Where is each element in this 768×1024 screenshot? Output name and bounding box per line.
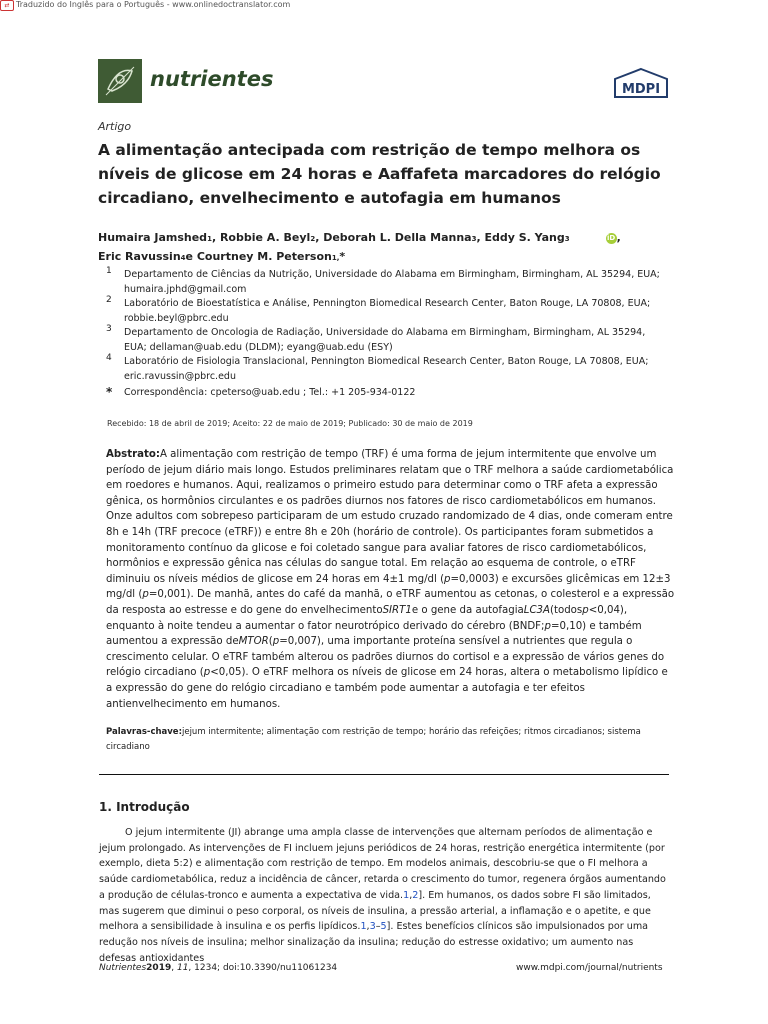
keywords-label: Palavras-chave: [106, 727, 182, 737]
footer-url[interactable]: www.mdpi.com/journal/nutrients [516, 963, 663, 973]
affiliation-text: Departamento de Ciências da Nutrição, Universidade do Alabama em Birmingham, Birmingham, AL 35294, EUA; humaira.jphd@gmail.com [124, 269, 660, 295]
author-name[interactable]: Eric Ravussin [98, 250, 181, 263]
affiliation-number: 4 [106, 353, 112, 363]
orcid-icon[interactable]: iD [607, 233, 616, 242]
gene-name: LC3A [523, 604, 551, 616]
footer-citation: Nutrientes2019, 11, 1234; doi:10.3390/nu11061234 [99, 963, 338, 973]
translator-icon: ⇄ [0, 0, 14, 11]
author-name[interactable]: Humaira Jamshed [98, 231, 208, 244]
gene-name: MTOR [238, 636, 269, 648]
article-type: Artigo [98, 120, 132, 133]
translation-banner [0, 0, 290, 10]
abstract: Abstrato:A alimentação com restrição de tempo (TRF) é uma forma de jejum intermitente que envolve um período de jejum diário mais longo. Estudos preliminares relatam que o TRF melhora a saúde cardiometabólica em roedores e humanos. Aqui, realizamos o primeiro estudo para determinar como o TRF afeta a expressão gênica, os hormônios circulantes e os padrões diurnos nos fatores de risco cardiometabólicos em humanos. Onze adultos com sobrepeso participaram de um estudo cruzado randomizado de 4 dias, onde comeram entre 8h e 14h (TRF precoce (eTRF)) e entre 8h e 20h (horário de controle). Os participantes foram submetidos a monitoramento contínuo da glicose e foi coletado sangue para avaliar fatores de risco cardiometabólicos, hormônios e expressão gênica nas células do sangue total. Em relação ao esquema de controle, o eTRF diminuiu os níveis médios de glicose em 24 horas em 4±1 mg/dl (p=0,0003) e excursões glicêmicas em 12±3 mg/dl (p=0,001). De manhã, antes do café da manhã, o eTRF aumentou as cetonas, o colesterol e a expressão da resposta ao estresse e do gene do envelhecimentoSIRT1e o gene da autofagiaLC3A(todosp<0,04), enquanto à noite tendeu a aumentar o fator neurotrópico derivado do cérebro (BNDF;p=0,10) e também aumentou a expressão deMTOR(p=0,007), uma importante proteína sensível a nutrientes que regula o crescimento celular. O eTRF também alterou os padrões diurnos do cortisol e a expressão de vários genes do relógio circadiano (p<0,05). O eTRF melhora os níveis de glicose em 24 horas, altera o metabolismo lipídico e a expressão do gene do relógio circadiano e também pode aumentar a autofagia e ter efeitos antienvelhecimento em humanos. [106, 449, 675, 710]
affiliation-number: 2 [106, 295, 112, 305]
author-affil-sup: 4 [180, 254, 186, 262]
journal-logo [98, 59, 142, 103]
intro-paragraph: O jejum intermitente (JI) abrange uma ampla classe de intervenções que alternam períodos de alimentação e jejum prolongado. As intervenções de FI incluem jejuns periódicos de 24 horas, restrição energética intermitente (por exemplo, dieta 5:2) e alimentação com restrição de tempo. Em modelos animais, descobriu-se que o FI melhora a saúde cardiometabólica, reduz a incidência de câncer, retarda o crescimento do tumor, regenera órgãos aumentando a produção de células-tronco e aumenta a expectativa de vida.1,2]. Em humanos, os dados sobre FI são limitados, mas sugerem que diminui o peso corporal, os níveis de insulina, a pressão arterial, a inflamação e o apetite, e que melhora a sensibilidade à insulina e os perfis lipídicos.1,3–5]. Estes benefícios clínicos são impulsionados por uma redução nos níveis de insulina; melhor sinalização da insulina; redução do estresse oxidativo; um aumento nas defesas antioxidantes [99, 827, 666, 964]
article-title: A alimentação antecipada com restrição de tempo melhora os níveis de glicose em 24 horas e Aaffafeta marcadores do relógio circadiano, envelhecimento e autofagia em humanos [98, 141, 661, 207]
affiliation-text: Laboratório de Bioestatística e Análise, Pennington Biomedical Research Center, Baton Rouge, LA 70808, EUA; robbie.beyl@pbrc.edu [124, 298, 651, 324]
author-affil-sup: 1 [207, 235, 212, 243]
author-name[interactable]: Deborah L. Della Manna [323, 231, 472, 244]
author-affil-sup: 1, [331, 254, 340, 262]
gene-name: SIRT1 [382, 604, 412, 616]
affiliation-text: Laboratório de Fisiologia Translacional, Pennington Biomedical Research Center, Baton Rouge, LA 70808, EUA; eric.ravussin@pbrc.edu [124, 356, 649, 382]
correspondence-text: Correspondência: cpeterso@uab.edu ; Tel.: +1 205-934-0122 [124, 387, 416, 398]
keywords [106, 725, 646, 755]
keywords-text: jejum intermitente; alimentação com restrição de tempo; horário das refeições; ritmos circadianos; sistema circadiano [106, 727, 641, 752]
publisher-name: MDPI [621, 82, 661, 97]
section-divider [99, 774, 669, 775]
author-affil-sup: 2 [310, 235, 316, 243]
citation-link[interactable]: 1 [403, 889, 410, 901]
affiliation-number: * [106, 385, 113, 399]
mdpi-logo [612, 67, 670, 101]
citation-link[interactable]: 2 [412, 889, 419, 901]
banner-text: Traduzido do Inglês para o Português - www.onlinedoctranslator.com [16, 0, 291, 9]
corresponding-star: * [339, 250, 346, 263]
journal-name: nutrientes [150, 67, 274, 91]
affiliation-number: 1 [106, 266, 112, 276]
author-name[interactable]: Robbie A. Beyl [219, 231, 311, 244]
author-list: Humaira Jamshed1, Robbie A. Beyl2, Deborah L. Della Manna3, Eddy S. Yang3 iD, Eric Ravussin4e Courtney M. Peterson1,* [98, 231, 621, 263]
author-affil-sup: 3 [471, 235, 477, 243]
affiliation-number: 3 [106, 324, 112, 334]
citation-link[interactable]: 1 [360, 921, 367, 933]
author-affil-sup: 3 [564, 235, 570, 243]
affiliation-text: Departamento de Oncologia de Radiação, Universidade do Alabama em Birmingham, Birmingham, AL 35294, EUA; dellaman@uab.edu (DLDM); eyang@uab.edu (ESY) [124, 327, 646, 353]
author-connector: e [185, 250, 193, 263]
publication-dates: Recebido: 18 de abril de 2019; Aceito: 22 de maio de 2019; Publicado: 30 de maio de 2019 [107, 419, 473, 428]
author-name[interactable]: Courtney M. Peterson [196, 250, 332, 263]
abstract-label: Abstrato: [106, 449, 160, 460]
citation-link[interactable]: 5 [380, 921, 387, 933]
section-heading: 1. Introdução [99, 800, 190, 814]
author-name[interactable]: Eddy S. Yang [484, 231, 565, 244]
citation-link[interactable]: 3 [369, 921, 376, 933]
